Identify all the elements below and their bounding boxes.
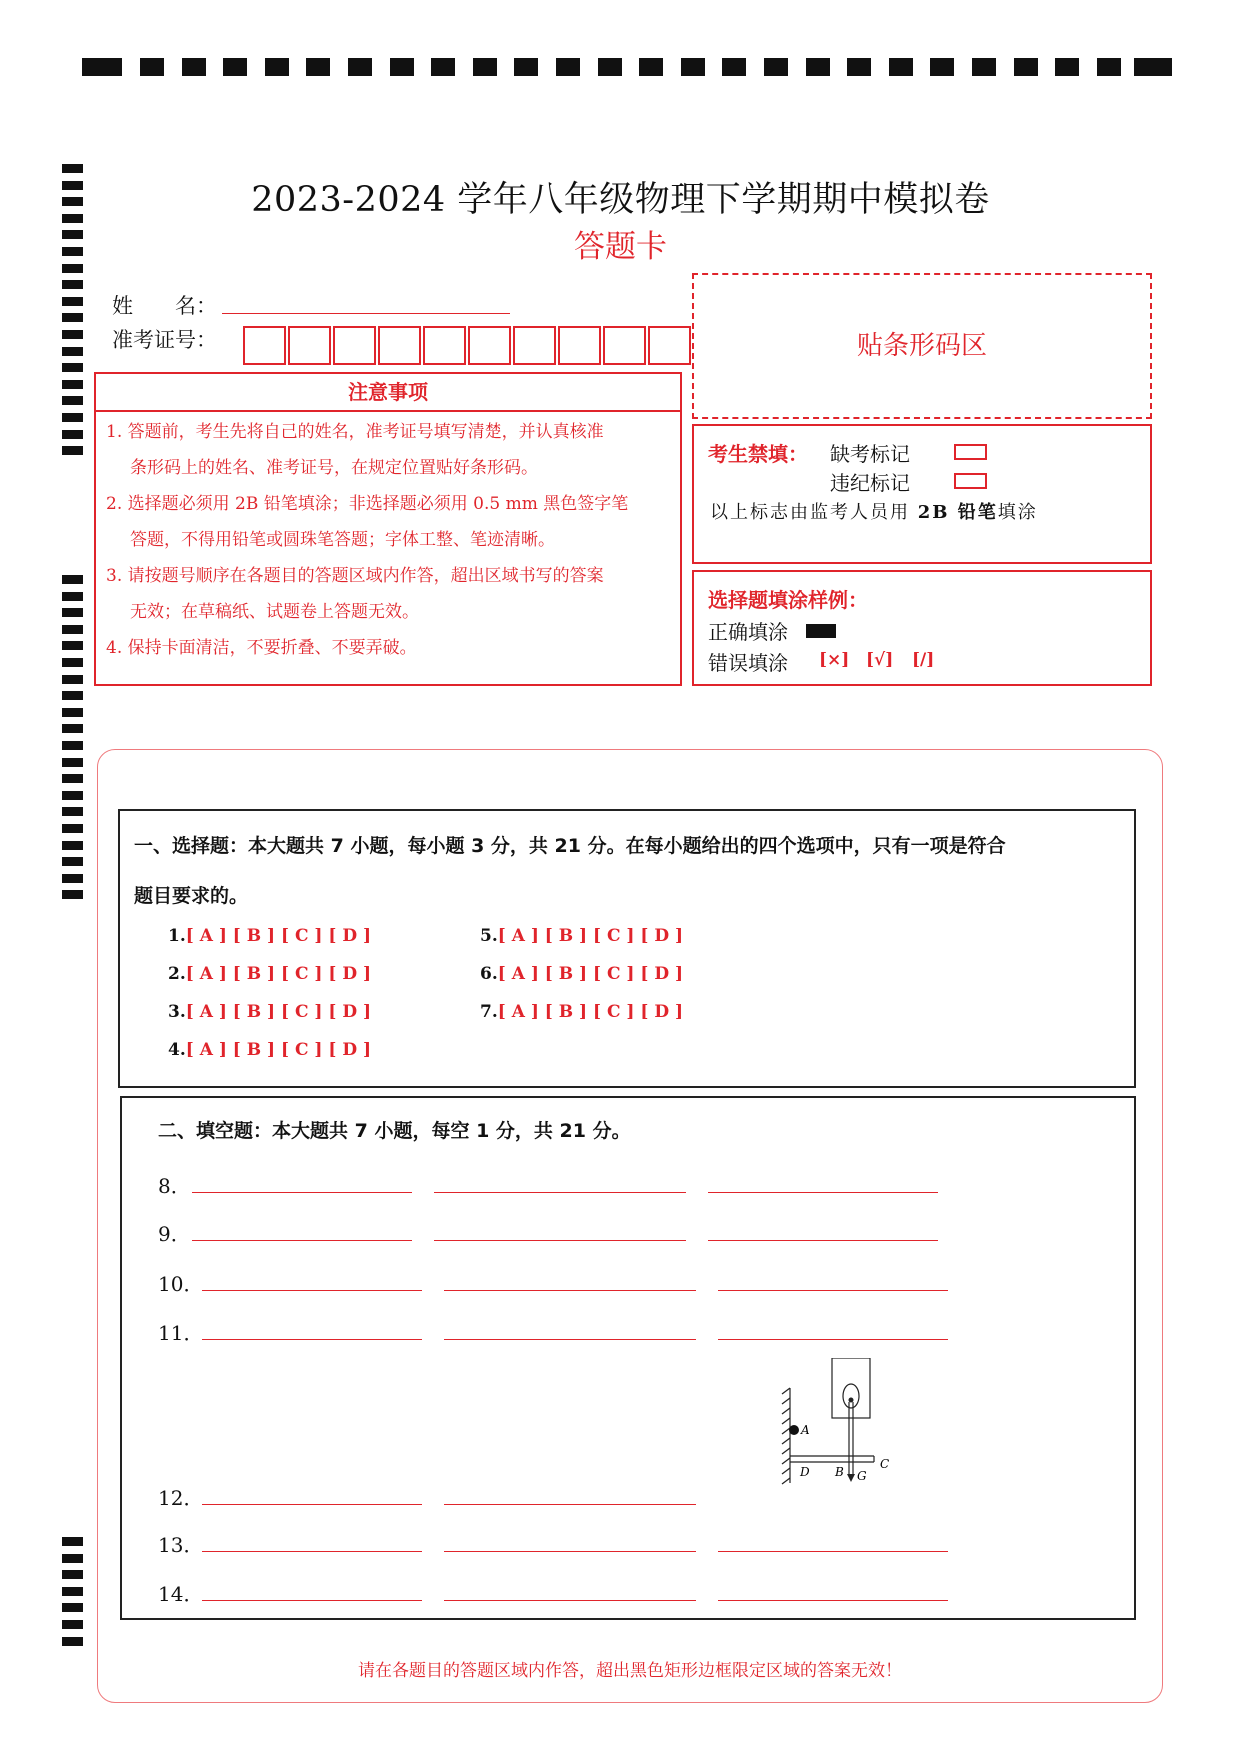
answer-blank[interactable] bbox=[444, 1551, 696, 1552]
mc-question-number: 6. bbox=[480, 964, 498, 984]
timing-mark bbox=[62, 446, 83, 455]
diagram-label-d: D bbox=[800, 1465, 810, 1479]
mc-question[interactable] bbox=[480, 1002, 683, 1022]
id-digit-box[interactable] bbox=[243, 326, 286, 365]
timing-mark bbox=[681, 58, 705, 76]
examiner-note-suffix: 填涂 bbox=[997, 502, 1038, 523]
mc-question[interactable] bbox=[480, 964, 683, 984]
timing-mark bbox=[514, 58, 538, 76]
mc-options[interactable]: [ A ] [ B ] [ C ] [ D ] bbox=[497, 964, 684, 984]
absent-mark-label: 缺考标记 bbox=[830, 442, 910, 466]
timing-mark bbox=[62, 890, 83, 899]
examiner-only-panel bbox=[692, 424, 1152, 564]
question-number: 11． bbox=[158, 1321, 204, 1345]
footer-warning: 请在各题目的答题区域内作答，超出黑色矩形边框限定区域的答案无效！ bbox=[358, 1661, 902, 1681]
answer-blank[interactable] bbox=[192, 1192, 412, 1193]
mc-heading: 一、选择题：本大题共 7 小题，每小题 3 分，共 21 分。在每小题给出的四个选项中，只有一项是符合 bbox=[134, 835, 1006, 857]
notice-item: 答题，不得用铅笔或圆珠笔答题；字体工整、笔迹清晰。 bbox=[130, 530, 555, 550]
timing-mark bbox=[62, 363, 83, 372]
diagram-label-g: G bbox=[857, 1469, 867, 1483]
timing-mark bbox=[62, 1637, 83, 1646]
answer-blank[interactable] bbox=[192, 1240, 412, 1241]
mc-question[interactable] bbox=[168, 1040, 371, 1060]
fill-example-panel bbox=[692, 570, 1152, 686]
timing-mark bbox=[62, 641, 83, 650]
question-number: 14． bbox=[158, 1582, 204, 1606]
answer-blank[interactable] bbox=[444, 1600, 696, 1601]
timing-mark bbox=[1134, 58, 1172, 76]
answer-blank[interactable] bbox=[708, 1240, 938, 1241]
diagram-label-c: C bbox=[880, 1457, 890, 1471]
timing-mark bbox=[62, 608, 83, 617]
timing-mark bbox=[62, 1620, 83, 1629]
answer-blank[interactable] bbox=[444, 1339, 696, 1340]
timing-mark bbox=[62, 380, 83, 389]
timing-mark bbox=[62, 774, 83, 783]
id-digit-box[interactable] bbox=[333, 326, 376, 365]
id-digit-box[interactable] bbox=[468, 326, 511, 365]
timing-mark bbox=[306, 58, 330, 76]
timing-mark bbox=[62, 658, 83, 667]
timing-mark bbox=[62, 724, 83, 733]
timing-mark bbox=[972, 58, 996, 76]
wrong-fill-label: 错误填涂 bbox=[708, 651, 788, 675]
name-field[interactable] bbox=[222, 313, 510, 314]
question-number: 12． bbox=[158, 1486, 204, 1510]
mc-options[interactable]: [ A ] [ B ] [ C ] [ D ] bbox=[185, 964, 372, 984]
timing-mark bbox=[889, 58, 913, 76]
timing-mark bbox=[140, 58, 164, 76]
notice-item: 条形码上的姓名、准考证号，在规定位置贴好条形码。 bbox=[130, 458, 538, 478]
id-number-boxes[interactable] bbox=[243, 326, 693, 363]
timing-mark bbox=[764, 58, 788, 76]
wrong-fill-sample: [√] bbox=[866, 650, 894, 670]
diagram-label-a: A bbox=[801, 1423, 810, 1437]
answer-blank[interactable] bbox=[718, 1551, 948, 1552]
id-digit-box[interactable] bbox=[288, 326, 331, 365]
examiner-note bbox=[710, 498, 1038, 524]
timing-mark bbox=[806, 58, 830, 76]
timing-mark bbox=[62, 347, 83, 356]
question-number: 8． bbox=[158, 1174, 191, 1198]
answer-blank[interactable] bbox=[202, 1600, 422, 1601]
wrong-fill-sample: [/] bbox=[912, 650, 935, 670]
notice-item: 1. 答题前，考生先将自己的姓名，准考证号填写清楚，并认真核准 bbox=[106, 422, 604, 442]
timing-mark bbox=[62, 430, 83, 439]
diagram-label-b: B bbox=[835, 1465, 844, 1479]
timing-mark bbox=[62, 675, 83, 684]
mc-question-number: 4. bbox=[168, 1040, 186, 1060]
answer-blank[interactable] bbox=[434, 1240, 686, 1241]
timing-mark bbox=[62, 575, 83, 584]
timing-mark bbox=[62, 874, 83, 883]
examiner-note-bold: 2B 铅笔 bbox=[917, 502, 998, 523]
timing-mark bbox=[722, 58, 746, 76]
fill-example-title: 选择题填涂样例： bbox=[708, 588, 868, 612]
mc-question-number: 7. bbox=[480, 1002, 498, 1022]
timing-mark bbox=[390, 58, 414, 76]
timing-mark bbox=[62, 592, 83, 601]
answer-blank[interactable] bbox=[202, 1339, 422, 1340]
timing-mark bbox=[182, 58, 206, 76]
timing-mark bbox=[639, 58, 663, 76]
timing-mark bbox=[1097, 58, 1121, 76]
barcode-area: 贴条形码区 bbox=[692, 273, 1152, 419]
answer-blank[interactable] bbox=[444, 1504, 696, 1505]
timing-mark bbox=[62, 625, 83, 634]
mc-question-number: 1. bbox=[168, 926, 186, 946]
mc-question-number: 2. bbox=[168, 964, 186, 984]
mc-question[interactable] bbox=[480, 926, 683, 946]
id-digit-box[interactable] bbox=[513, 326, 556, 365]
physics-diagram bbox=[770, 1358, 900, 1493]
answer-blank[interactable] bbox=[202, 1290, 422, 1291]
answer-blank[interactable] bbox=[444, 1290, 696, 1291]
timing-mark bbox=[556, 58, 580, 76]
timing-mark bbox=[62, 741, 83, 750]
multiple-choice-section bbox=[118, 809, 1136, 1088]
timing-mark bbox=[62, 708, 83, 717]
mc-options[interactable]: [ A ] [ B ] [ C ] [ D ] bbox=[185, 926, 372, 946]
timing-mark bbox=[62, 691, 83, 700]
mc-question[interactable] bbox=[168, 1002, 371, 1022]
answer-blank[interactable] bbox=[434, 1192, 686, 1193]
timing-mark bbox=[62, 807, 83, 816]
timing-mark bbox=[223, 58, 247, 76]
notice-item: 2. 选择题必须用 2B 铅笔填涂；非选择题必须用 0.5 mm 黑色签字笔 bbox=[106, 494, 629, 514]
notice-item: 4. 保持卡面清洁，不要折叠、不要弄破。 bbox=[106, 638, 417, 658]
mc-options[interactable]: [ A ] [ B ] [ C ] [ D ] bbox=[185, 1002, 372, 1022]
timing-mark bbox=[62, 841, 83, 850]
mc-options[interactable]: [ A ] [ B ] [ C ] [ D ] bbox=[497, 1002, 684, 1022]
timing-mark bbox=[348, 58, 372, 76]
timing-mark bbox=[62, 313, 83, 322]
timing-mark bbox=[62, 791, 83, 800]
timing-mark bbox=[62, 1554, 83, 1563]
notice-item: 3. 请按题号顺序在各题目的答题区域内作答，超出区域书写的答案 bbox=[106, 566, 604, 586]
violation-mark-box[interactable] bbox=[954, 473, 987, 489]
timing-mark bbox=[62, 1587, 83, 1596]
mc-options[interactable]: [ A ] [ B ] [ C ] [ D ] bbox=[185, 1040, 372, 1060]
id-digit-box[interactable] bbox=[378, 326, 421, 365]
answer-blank[interactable] bbox=[202, 1504, 422, 1505]
mc-heading-cont: 题目要求的。 bbox=[134, 885, 249, 907]
notice-panel bbox=[94, 408, 682, 686]
mc-question-number: 5. bbox=[480, 926, 498, 946]
timing-mark bbox=[62, 824, 83, 833]
absent-mark-box[interactable] bbox=[954, 444, 987, 460]
timing-mark bbox=[62, 330, 83, 339]
fill-in-heading: 二、填空题：本大题共 7 小题，每空 1 分，共 21 分。 bbox=[158, 1120, 631, 1142]
timing-mark bbox=[930, 58, 954, 76]
answer-blank[interactable] bbox=[718, 1339, 948, 1340]
page-title: 2023-2024 学年八年级物理下学期期中模拟卷 bbox=[251, 180, 990, 220]
violation-mark-label: 违纪标记 bbox=[830, 471, 910, 495]
timing-mark bbox=[847, 58, 871, 76]
id-label: 准考证号： bbox=[112, 328, 217, 352]
fill-in-section bbox=[120, 1096, 1136, 1620]
answer-blank[interactable] bbox=[718, 1290, 948, 1291]
correct-fill-label: 正确填涂 bbox=[708, 620, 788, 644]
timing-mark bbox=[431, 58, 455, 76]
examiner-note-prefix: 以上标志由监考人员用 bbox=[710, 502, 910, 523]
answer-blank[interactable] bbox=[708, 1192, 938, 1193]
question-number: 9． bbox=[158, 1222, 191, 1246]
timing-mark bbox=[62, 758, 83, 767]
notice-item: 无效；在草稿纸、试题卷上答题无效。 bbox=[130, 602, 419, 622]
question-number: 13． bbox=[158, 1533, 204, 1557]
examiner-only-title: 考生禁填： bbox=[708, 442, 808, 466]
timing-mark bbox=[62, 1537, 83, 1546]
answer-blank[interactable] bbox=[718, 1600, 948, 1601]
wrong-fill-sample: [×] bbox=[819, 650, 850, 670]
timing-mark bbox=[62, 857, 83, 866]
timing-mark bbox=[62, 413, 83, 422]
top-timing-marks bbox=[82, 58, 1172, 78]
id-digit-box[interactable] bbox=[648, 326, 691, 365]
timing-mark bbox=[62, 297, 83, 306]
mc-question[interactable] bbox=[168, 926, 371, 946]
notice-title: 注意事项 bbox=[94, 372, 682, 412]
id-digit-box[interactable] bbox=[558, 326, 601, 365]
mc-question[interactable] bbox=[168, 964, 371, 984]
correct-fill-sample bbox=[806, 624, 836, 638]
mc-question-number: 3. bbox=[168, 1002, 186, 1022]
timing-mark bbox=[1014, 58, 1038, 76]
mc-options[interactable]: [ A ] [ B ] [ C ] [ D ] bbox=[497, 926, 684, 946]
timing-mark bbox=[62, 1603, 83, 1612]
timing-mark bbox=[62, 1570, 83, 1579]
timing-mark bbox=[62, 396, 83, 405]
id-digit-box[interactable] bbox=[603, 326, 646, 365]
timing-mark bbox=[598, 58, 622, 76]
timing-mark bbox=[473, 58, 497, 76]
answer-blank[interactable] bbox=[202, 1551, 422, 1552]
timing-mark bbox=[62, 280, 83, 289]
question-number: 10． bbox=[158, 1272, 204, 1296]
timing-mark bbox=[265, 58, 289, 76]
name-label: 姓 名： bbox=[112, 294, 217, 318]
timing-mark bbox=[1055, 58, 1079, 76]
id-digit-box[interactable] bbox=[423, 326, 466, 365]
page-subtitle: 答题卡 bbox=[574, 229, 667, 265]
